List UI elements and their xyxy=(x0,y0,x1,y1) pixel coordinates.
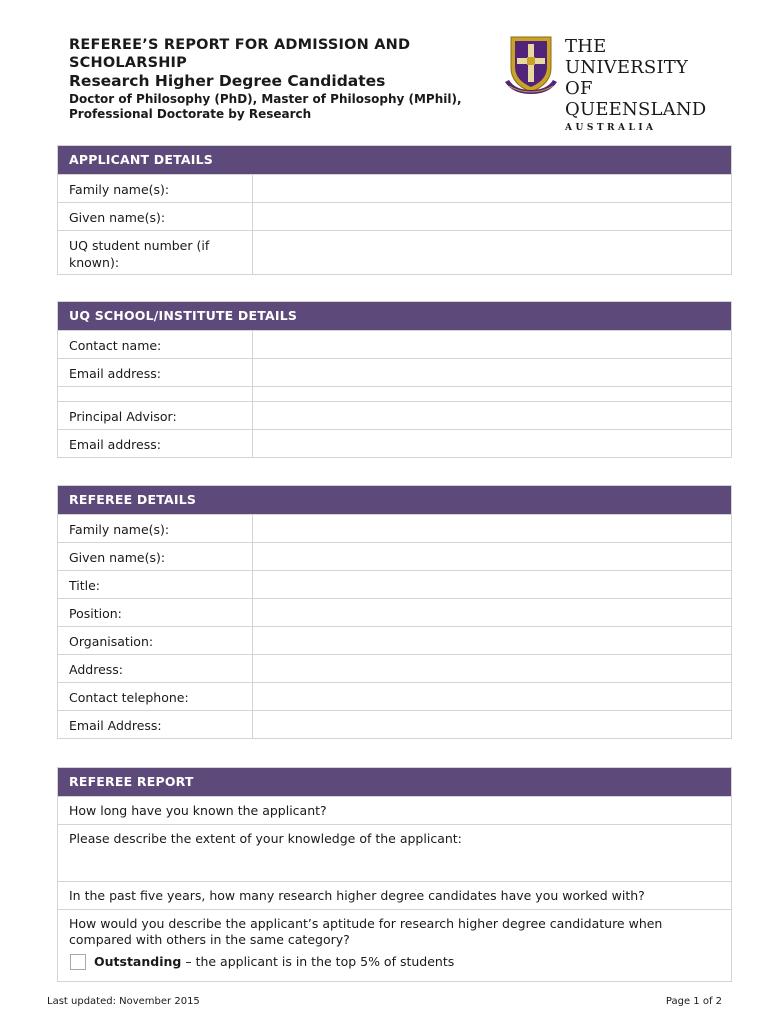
question-aptitude-text: How would you describe the applicant’s aptitude for research higher degree candidature when compared with others in the same category? xyxy=(69,916,663,947)
form-row xyxy=(58,598,731,626)
field-label: Email address: xyxy=(58,359,253,386)
form-row xyxy=(58,654,731,682)
field-label: Email Address: xyxy=(58,711,253,738)
question-known-duration[interactable]: How long have you known the applicant? xyxy=(58,796,731,824)
logo-line-1: THE UNIVERSITY xyxy=(565,36,689,78)
advisor-email-field[interactable] xyxy=(253,430,731,457)
form-row xyxy=(58,710,731,738)
contact-name-field[interactable] xyxy=(253,331,731,358)
footer-page-number: Page 1 of 2 xyxy=(665,996,722,1007)
referee-details-section xyxy=(57,485,732,739)
form-row xyxy=(58,230,731,274)
option-label-rest: – the applicant is in the top 5% of students xyxy=(185,954,455,969)
uq-wordmark xyxy=(565,36,725,133)
referee-family-name-field[interactable] xyxy=(253,515,731,542)
uq-logo xyxy=(503,34,725,133)
section-heading: REFEREE REPORT xyxy=(58,768,731,796)
field-label: Given name(s): xyxy=(58,543,253,570)
form-row xyxy=(58,514,731,542)
referee-email-field[interactable] xyxy=(253,711,731,738)
spacer-cell xyxy=(253,387,731,401)
field-label: Email address: xyxy=(58,430,253,457)
applicant-details-section xyxy=(57,145,732,275)
form-row xyxy=(58,330,731,358)
form-row xyxy=(58,202,731,230)
school-details-section xyxy=(57,301,732,458)
referee-organisation-field[interactable] xyxy=(253,627,731,654)
field-label: Family name(s): xyxy=(58,515,253,542)
field-label: Organisation: xyxy=(58,627,253,654)
question-knowledge-extent[interactable]: Please describe the extent of your knowledge of the applicant: xyxy=(58,824,731,881)
option-label-bold: Outstanding xyxy=(94,954,182,969)
section-heading: UQ SCHOOL/INSTITUTE DETAILS xyxy=(58,302,731,330)
outstanding-checkbox[interactable] xyxy=(70,954,86,970)
referee-address-field[interactable] xyxy=(253,655,731,682)
form-row xyxy=(58,682,731,710)
document-title: REFEREE’S REPORT FOR ADMISSION AND SCHOLARSHIP xyxy=(69,37,411,71)
form-row xyxy=(58,429,731,457)
referee-telephone-field[interactable] xyxy=(253,683,731,710)
referee-title-field[interactable] xyxy=(253,571,731,598)
form-row xyxy=(58,401,731,429)
document-subtitle: Research Higher Degree Candidates xyxy=(69,72,386,90)
logo-line-3: AUSTRALIA xyxy=(565,123,657,133)
field-label: Given name(s): xyxy=(58,203,253,230)
given-name-field[interactable] xyxy=(253,203,731,230)
uq-crest-icon xyxy=(503,34,559,96)
document-header xyxy=(69,36,489,122)
spacer-row xyxy=(58,386,731,401)
footer-last-updated: Last updated: November 2015 xyxy=(47,996,200,1007)
field-label: Contact name: xyxy=(58,331,253,358)
contact-email-field[interactable] xyxy=(253,359,731,386)
student-number-field[interactable] xyxy=(253,231,731,274)
document-programs: Doctor of Philosophy (PhD), Master of Philosophy (MPhil), Professional Doctorate by Research xyxy=(69,92,462,121)
referee-position-field[interactable] xyxy=(253,599,731,626)
form-row xyxy=(58,570,731,598)
referee-report-section xyxy=(57,767,732,982)
form-row xyxy=(58,174,731,202)
question-aptitude xyxy=(58,909,731,981)
logo-line-2: OF QUEENSLAND xyxy=(565,78,707,120)
form-row xyxy=(58,542,731,570)
family-name-field[interactable] xyxy=(253,175,731,202)
principal-advisor-field[interactable] xyxy=(253,402,731,429)
field-label: Principal Advisor: xyxy=(58,402,253,429)
form-row xyxy=(58,626,731,654)
option-outstanding[interactable] xyxy=(69,954,720,970)
section-heading: REFEREE DETAILS xyxy=(58,486,731,514)
field-label: Address: xyxy=(58,655,253,682)
referee-given-name-field[interactable] xyxy=(253,543,731,570)
spacer-cell xyxy=(58,387,253,401)
field-label: UQ student number (if known): xyxy=(58,231,253,274)
question-candidates-count[interactable]: In the past five years, how many research higher degree candidates have you worked with? xyxy=(58,881,731,909)
field-label: Family name(s): xyxy=(58,175,253,202)
field-label: Contact telephone: xyxy=(58,683,253,710)
field-label: Position: xyxy=(58,599,253,626)
section-heading: APPLICANT DETAILS xyxy=(58,146,731,174)
field-label: Title: xyxy=(58,571,253,598)
form-row xyxy=(58,358,731,386)
